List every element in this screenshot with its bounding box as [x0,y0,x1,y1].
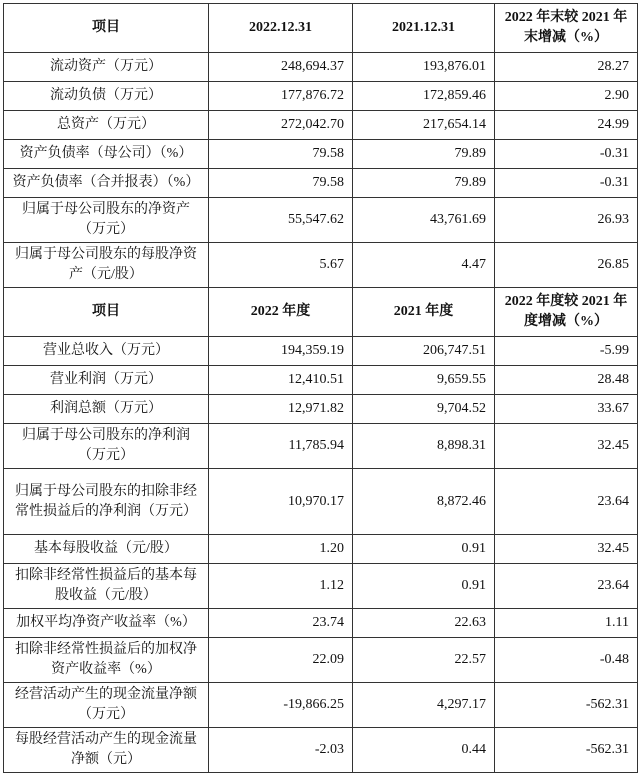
table-row [4,366,638,395]
cell-value: 0.44 [353,728,495,773]
cell-change: 32.45 [495,535,638,564]
table-row [4,169,638,198]
cell-value: 194,359.19 [209,337,353,366]
cell-value: 12,410.51 [209,366,353,395]
cell-value: 9,704.52 [353,395,495,424]
cell-value: 177,876.72 [209,82,353,111]
row-label: 基本每股收益（元/股） [4,535,209,564]
row-label: 归属于母公司股东的净利润（万元） [4,424,209,469]
cell-change: 32.45 [495,424,638,469]
table-row [4,337,638,366]
table-row [4,535,638,564]
cell-value: 248,694.37 [209,53,353,82]
cell-value: 11,785.94 [209,424,353,469]
table-row [4,424,638,469]
header-change-pct: 2022 年末较 2021 年末增减（%） [495,4,638,53]
cell-value: 22.09 [209,638,353,683]
cell-value: 22.63 [353,609,495,638]
cell-value: 8,898.31 [353,424,495,469]
cell-value: -2.03 [209,728,353,773]
header-item: 项目 [4,4,209,53]
row-label: 流动负债（万元） [4,82,209,111]
table-row [4,638,638,683]
cell-change: -0.31 [495,140,638,169]
cell-change: 2.90 [495,82,638,111]
financial-summary-table [3,3,638,773]
cell-value: 55,547.62 [209,198,353,243]
cell-value: 23.74 [209,609,353,638]
row-label: 归属于母公司股东的扣除非经常性损益后的净利润（万元） [4,469,209,535]
table-row [4,140,638,169]
table-row [4,564,638,609]
cell-value: 217,654.14 [353,111,495,140]
cell-value: 193,876.01 [353,53,495,82]
cell-value: 1.20 [209,535,353,564]
cell-change: 26.85 [495,243,638,288]
cell-value: 272,042.70 [209,111,353,140]
cell-value: 1.12 [209,564,353,609]
table-row [4,111,638,140]
cell-change: 33.67 [495,395,638,424]
cell-value: 172,859.46 [353,82,495,111]
cell-change: -0.31 [495,169,638,198]
row-label: 每股经营活动产生的现金流量净额（元） [4,728,209,773]
cell-value: 0.91 [353,564,495,609]
cell-change: -562.31 [495,683,638,728]
row-label: 资产负债率（母公司）（%） [4,140,209,169]
table-row [4,243,638,288]
table-row [4,82,638,111]
row-label: 流动资产（万元） [4,53,209,82]
cell-value: 12,971.82 [209,395,353,424]
row-label: 资产负债率（合并报表）（%） [4,169,209,198]
cell-change: -5.99 [495,337,638,366]
cell-value: 4,297.17 [353,683,495,728]
cell-change: 28.27 [495,53,638,82]
row-label: 扣除非经常性损益后的基本每股收益（元/股） [4,564,209,609]
header-2021-12-31: 2021.12.31 [353,4,495,53]
table-row [4,609,638,638]
header-item: 项目 [4,288,209,337]
cell-value: 8,872.46 [353,469,495,535]
cell-change: -0.48 [495,638,638,683]
row-label: 归属于母公司股东的净资产（万元） [4,198,209,243]
row-label: 营业利润（万元） [4,366,209,395]
table-row [4,683,638,728]
cell-change: 24.99 [495,111,638,140]
table-header-row [4,288,638,337]
cell-value: 10,970.17 [209,469,353,535]
row-label: 经营活动产生的现金流量净额（万元） [4,683,209,728]
cell-change: 26.93 [495,198,638,243]
row-label: 扣除非经常性损益后的加权净资产收益率（%） [4,638,209,683]
table-row [4,469,638,535]
row-label: 加权平均净资产收益率（%） [4,609,209,638]
cell-change: 23.64 [495,564,638,609]
table-row [4,728,638,773]
cell-change: -562.31 [495,728,638,773]
cell-change: 23.64 [495,469,638,535]
cell-value: 79.89 [353,140,495,169]
cell-value: 43,761.69 [353,198,495,243]
cell-change: 28.48 [495,366,638,395]
cell-value: 206,747.51 [353,337,495,366]
cell-value: 5.67 [209,243,353,288]
table-row [4,53,638,82]
cell-change: 1.11 [495,609,638,638]
header-change-pct: 2022 年度较 2021 年度增减（%） [495,288,638,337]
cell-value: 9,659.55 [353,366,495,395]
row-label: 总资产（万元） [4,111,209,140]
row-label: 归属于母公司股东的每股净资产（元/股） [4,243,209,288]
table-header-row [4,4,638,53]
cell-value: 22.57 [353,638,495,683]
table-row [4,198,638,243]
cell-value: 0.91 [353,535,495,564]
header-2022-12-31: 2022.12.31 [209,4,353,53]
row-label: 营业总收入（万元） [4,337,209,366]
cell-value: -19,866.25 [209,683,353,728]
table-row [4,395,638,424]
header-2022: 2022 年度 [209,288,353,337]
cell-value: 79.58 [209,169,353,198]
header-2021: 2021 年度 [353,288,495,337]
cell-value: 4.47 [353,243,495,288]
cell-value: 79.89 [353,169,495,198]
cell-value: 79.58 [209,140,353,169]
row-label: 利润总额（万元） [4,395,209,424]
